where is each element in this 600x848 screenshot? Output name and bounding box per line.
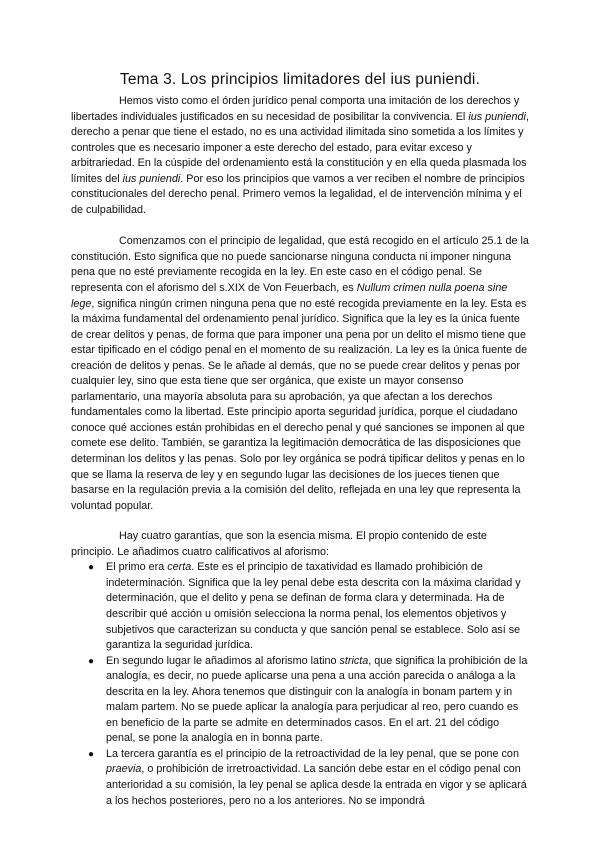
page-title: Tema 3. Los principios limitadores del ius puniendi. [119,71,481,88]
garantias-list [71,560,529,809]
text-run: Hay cuatro garantías, que son la esencia misma. El propio contenido de este principio. Le añadimos cuatro calificativos al aforismo: [71,530,487,558]
italic-text: certa [167,561,192,574]
list-item [71,560,529,653]
italic-text: ius puniendi [468,110,526,123]
italic-text: praevia [106,763,142,776]
list-item [71,654,529,747]
text-run: , derecho a penar que tiene el estado, no es una actividad ilimitada sino sometida a los límites y controles que es necesario imponer a este derecho del estado, para evitar exceso y arbitrariedad. En la cúspide del ordenamiento está la constitución y en ella queda plasmada los límites del [71,110,529,185]
bullet-icon: ● [88,655,95,667]
text-run: . Este es el principio de taxatividad es llamado prohibición de indeterminación. Significa que la ley penal debe esta descrita con la máxima claridad y determinación, que el delito y pena se definan de forma clara y determinada. Ha de describir qué acción u omisión selecciona la norma penal, los elementos objetivos y subjetivos que caracterizan su conducta y que sanción penal se establece. Solo así se garantiza la seguridad jurídica. [106,561,521,652]
document-body [71,94,529,809]
italic-text: stricta [339,654,369,667]
garantias-paragraph [71,529,529,560]
italic-text: ius puniendi [122,172,181,185]
text-run: En segundo lugar le añadimos al aforismo latino [106,654,340,667]
list-item-text [106,748,527,807]
text-run: , o prohibición de irretroactividad. La sanción debe estar en el código penal con anterioridad a su comisión, la ley penal se aplica desde la entrada en vigor y se aplicará a los hechos posteriores, pero no a los anteriores. No se impondrá [106,763,527,807]
text-run: , significa ningún crimen ninguna pena que no esté recogida previamente en la ley. Esta es la máxima fundamental del ordenamiento penal jurídico. Significa que la ley es la única fuente de crear delitos y penas, de forma que para imponer una pena por un delito el mismo tiene que estar tipificado en el código penal en el momento de su realización. La ley es la única fuente de creación de delitos y penas. Se le añade al demás, que no se puede crear delitos y penas por cualquier ley, sino que esta tiene que ser orgánica, que existe un mayor consenso parlamentario, una mayoría absoluta para su aprobación, ya que afectan a los derechos fundamentales como la libertad. Este principio aporta seguridad jurídica, porque el ciudadano conoce qué acciones están prohibidas en el derecho penal y qué sanciones se imponen al que comete ese delito. También, se garantiza la legitimación democrática de las disposiciones que determinan los delitos y las penas. Solo por ley orgánica se podrá tipificar delitos y penas en lo que se llama la reserva de ley y en segundo lugar las decisiones de los jueces tienen que basarse en la regulación previa a la comisión del delito, reflejada en una ley que representa la voluntad popular. [71,297,528,512]
text-run: El primo era [106,561,168,574]
text-run: La tercera garantía es el principio de la retroactividad de la ley penal, que se pone con [106,747,519,760]
legalidad-paragraph [71,234,529,514]
list-item [71,747,529,809]
text-run: Comenzamos con el principio de legalidad, que está recogido en el artículo 25.1 de la constitución. Esto significa que no puede sancionarse ninguna conducta ni imponer ninguna pena que no esté previamente recogida en la ley. En este caso en el código penal. Se representa con el aforismo del s.XIX de Von Feuerbach, es [71,235,529,295]
text-run: . Por eso los principios que vamos a ver reciben el nombre de principios constitucionales del derecho penal. Primero vemos la legalidad, el de intervención mínima y el de culpabilidad. [71,172,525,216]
text-run: Hemos visto como el órden jurídico penal comporta una imitación de los derechos y libertades individuales justificados en su necesidad de posibilitar la convivencia. El [71,95,520,123]
bullet-icon: ● [88,562,95,574]
italic-text: Nullum crimen nulla poena sine lege [71,282,508,310]
list-item-text [106,561,521,651]
list-item-text [106,655,527,745]
text-run: , que significa la prohibición de la analogía, es decir, no puede aplicarse una pena a una acción parecida o análoga a la descrita en la ley. Ahora tenemos que distinguir con la analogía in bonam partem y in malam partem. No se puede aplicar la analogía para perjudicar al reo, pero cuando es en beneficio de la parte se admite en determinados casos. En el art. 21 del código penal, se pone la analogía en in bonna parte. [106,654,528,745]
bullet-icon: ● [88,748,95,760]
intro-paragraph [71,94,529,218]
